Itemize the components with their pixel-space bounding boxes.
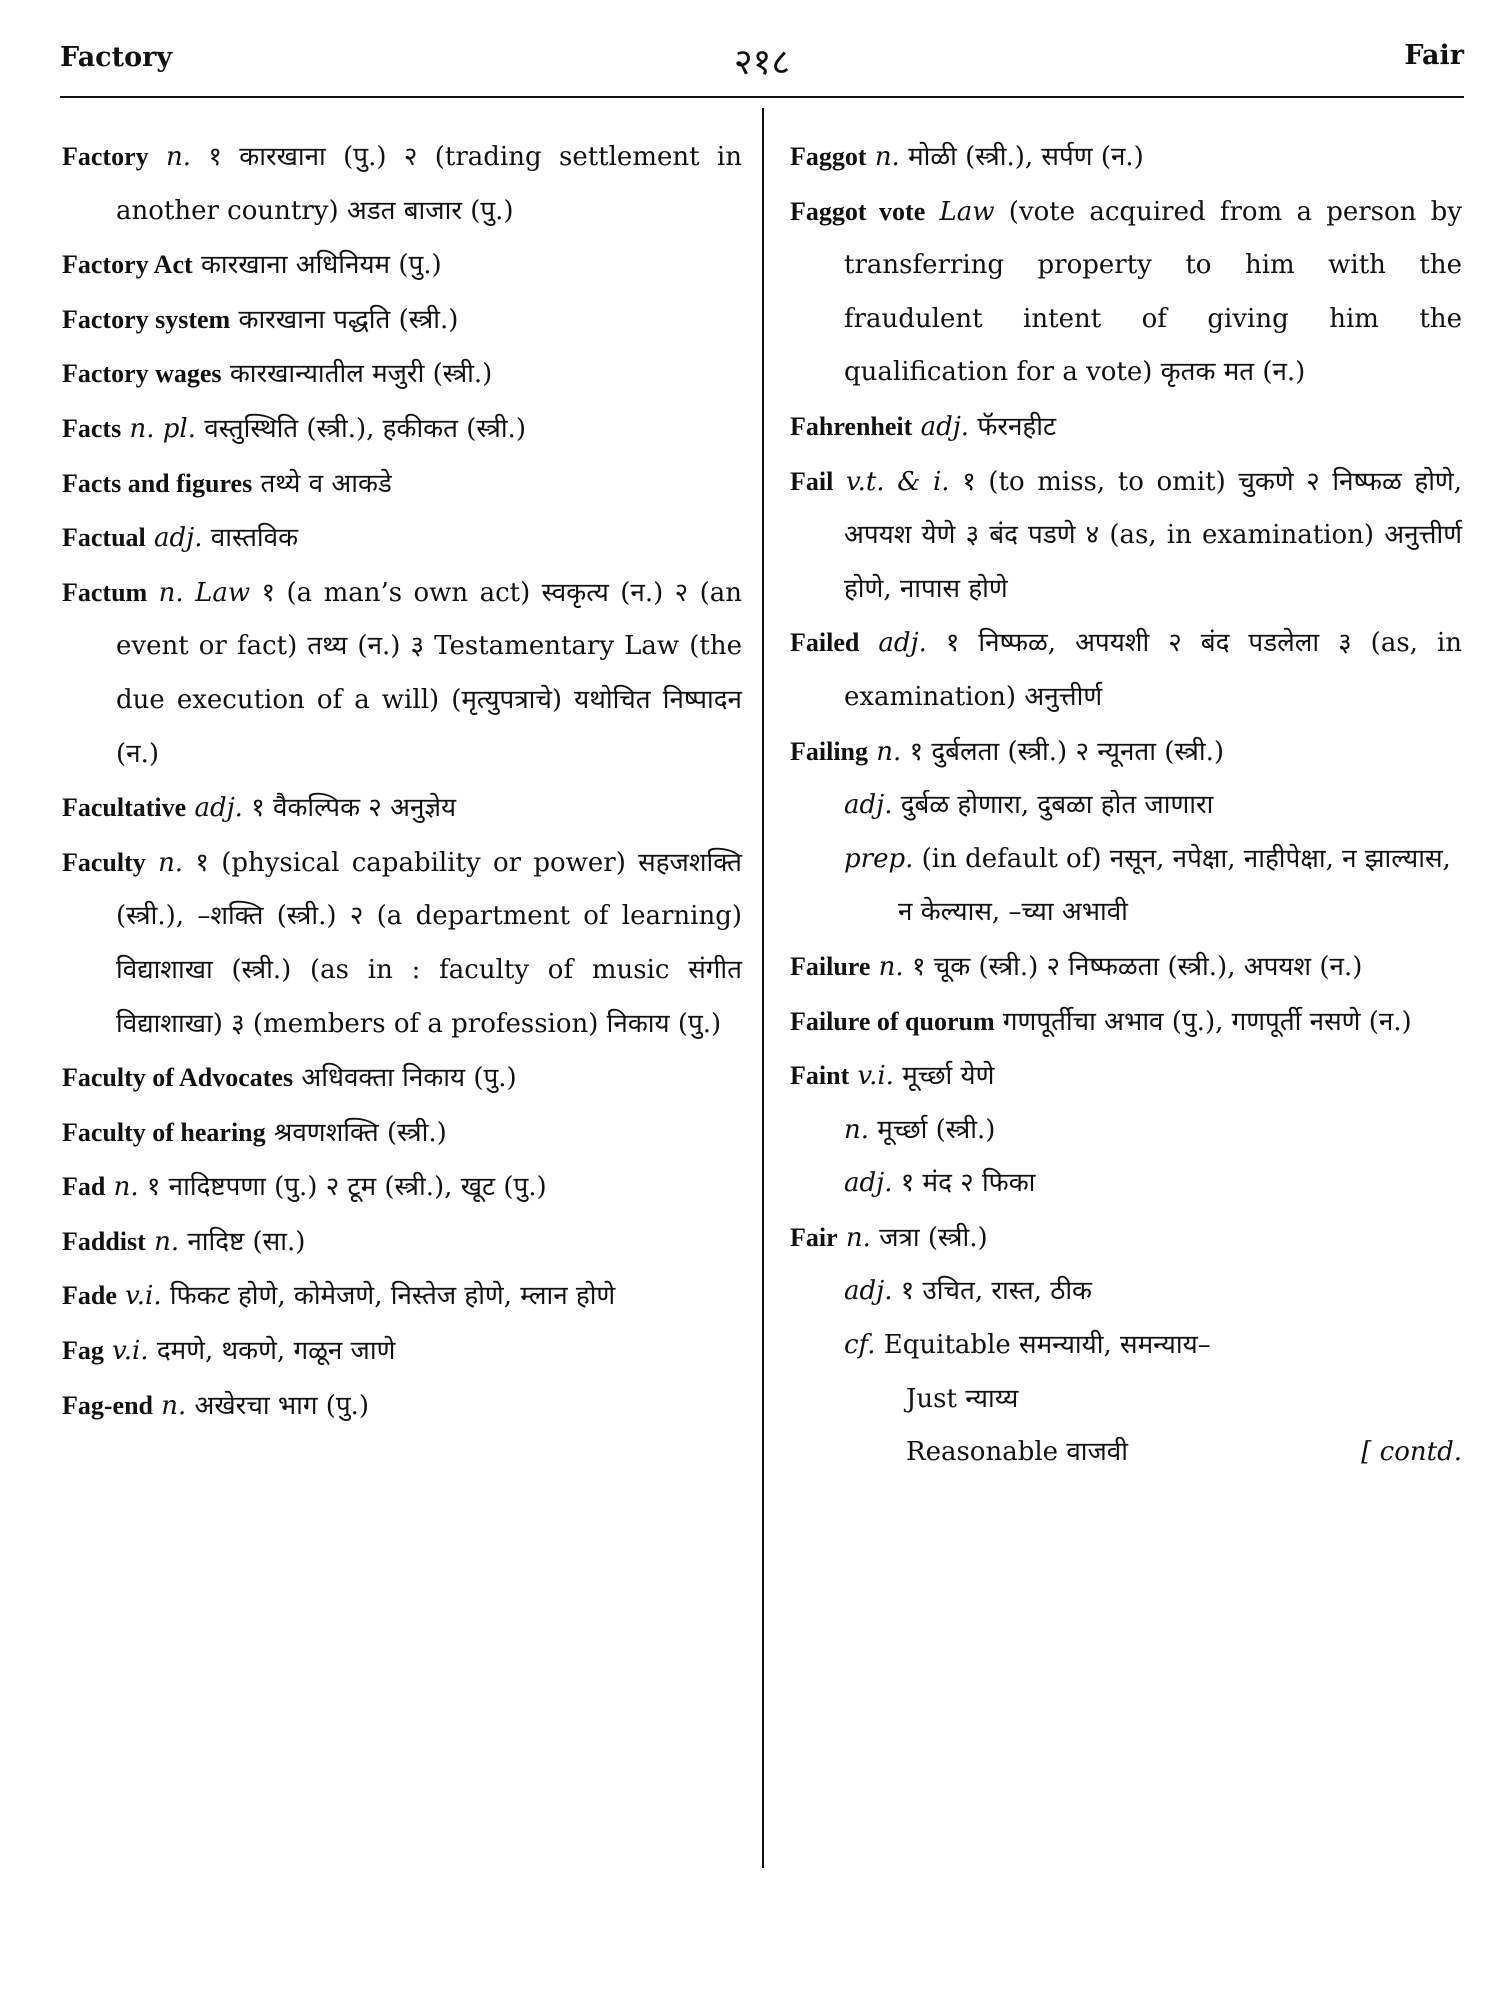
entry: Factory system कारखाना पद्धति (स्त्री.): [62, 304, 459, 335]
entry: Factory wages कारखान्यातील मजुरी (स्त्री.): [62, 359, 493, 390]
sub-sense: adj. दुर्बळ होणारा, दुबळा होत जाणारा: [844, 790, 1214, 821]
entry: Fail v.t. & i. १ (to miss, to omit) चुकणे २ निष्फळ होणे, अपयश येणे ३ बंद पडणे ४ (as, in examination) अनुत्तीर्ण होणे, नापास होणे: [790, 466, 1463, 604]
sub-sense: adj. १ मंद २ फिका: [844, 1168, 1036, 1199]
right-column: [790, 130, 1462, 1480]
entry: Fade v.i. फिकट होणे, कोमेजणे, निस्तेज होणे, म्लान होणे: [62, 1281, 616, 1312]
entry: Fag-end n. अखेरचा भाग (पु.): [62, 1390, 370, 1421]
sub-sense: Reasonable वाजवी [ contd.: [790, 1426, 1462, 1480]
sub-sense: prep. (in default of) नसून, नपेक्षा, नाहीपेक्षा, न झाल्यास, न केल्यास, –च्या अभावी: [844, 843, 1451, 928]
entry: Factual adj. वास्तविक: [62, 523, 299, 554]
entry: Faddist n. नादिष्ट (सा.): [62, 1226, 306, 1257]
entry: Faculty n. १ (physical capability or power) सहजशक्ति (स्त्री.), –शक्ति (स्त्री.) २ (a department of learning) विद्याशाखा (स्त्री.) (as in : faculty of music संगीत विद्याशाखा) ३ (members of a profession) निकाय (पु.): [62, 847, 742, 1039]
entry: Facts n. pl. वस्तुस्थिति (स्त्री.), हकीकत (स्त्री.): [62, 413, 526, 444]
sub-sense: Just न्याय्य: [906, 1383, 1019, 1414]
entry: Failure of quorum गणपूर्तीचा अभाव (पु.), गणपूर्ती नसणे (न.): [790, 1006, 1412, 1037]
continued-marker: [ contd.: [1361, 1437, 1462, 1468]
sub-sense: cf. Equitable समन्यायी, समन्याय–: [844, 1330, 1211, 1361]
header-rule: [60, 96, 1464, 98]
sub-sense: adj. १ उचित, रास्त, ठीक: [844, 1276, 1093, 1307]
entry: Failed adj. १ निष्फळ, अपयशी २ बंद पडलेला ३ (as, in examination) अनुत्तीर्ण: [790, 628, 1463, 712]
page-number: २१८: [733, 42, 791, 83]
entry: Fahrenheit adj. फॅरनहीट: [790, 411, 1057, 442]
entry: Facts and figures तथ्ये व आकडे: [62, 468, 392, 499]
entry: Faggot n. मोळी (स्त्री.), सर्पण (न.): [790, 142, 1144, 172]
entry: Fad n. १ नादिष्टपणा (पु.) २ टूम (स्त्री.), खूट (पु.): [62, 1172, 547, 1203]
entry: Factum n. Law १ (a man’s own act) स्वकृत्य (न.) २ (an event or fact) तथ्य (न.) ३ Testamentary Law (the due execution of a will) (मृत्युपत्राचे) यथोचित निष्पादन (न.): [62, 577, 743, 769]
entry: Faggot vote Law (vote acquired from a person by transferring property to him with the fraudulent intent of giving him the qualification for a vote) कृतक मत (न.): [790, 196, 1463, 388]
entry: Faculty of Advocates अधिवक्ता निकाय (पु.): [62, 1063, 517, 1094]
guide-word-right: Fair: [1404, 40, 1464, 71]
entry: Factory n. १ कारखाना (पु.) २ (trading settlement in another country) अडत बाजार (पु.): [62, 142, 742, 226]
entry: Fair n. जत्रा (स्त्री.): [790, 1222, 988, 1253]
entry: Faculty of hearing श्रवणशक्ति (स्त्री.): [62, 1117, 447, 1148]
column-divider: [762, 108, 764, 1868]
entry: Factory Act कारखाना अधिनियम (पु.): [62, 250, 442, 281]
guide-word-left: Factory: [60, 42, 173, 73]
entry: Faint v.i. मूर्च्छा येणे: [790, 1061, 995, 1092]
entry: Failure n. १ चूक (स्त्री.) २ निष्फळता (स्त्री.), अपयश (न.): [790, 951, 1363, 982]
running-header: [60, 36, 1464, 86]
entry: Fag v.i. दमणे, थकणे, गळून जाणे: [62, 1336, 396, 1367]
entry: Facultative adj. १ वैकल्पिक २ अनुज्ञेय: [62, 793, 457, 824]
left-column: [62, 130, 742, 1433]
entry: Failing n. १ दुर्बलता (स्त्री.) २ न्यूनता (स्त्री.): [790, 736, 1224, 767]
sub-sense: n. मूर्च्छा (स्त्री.): [844, 1114, 996, 1145]
